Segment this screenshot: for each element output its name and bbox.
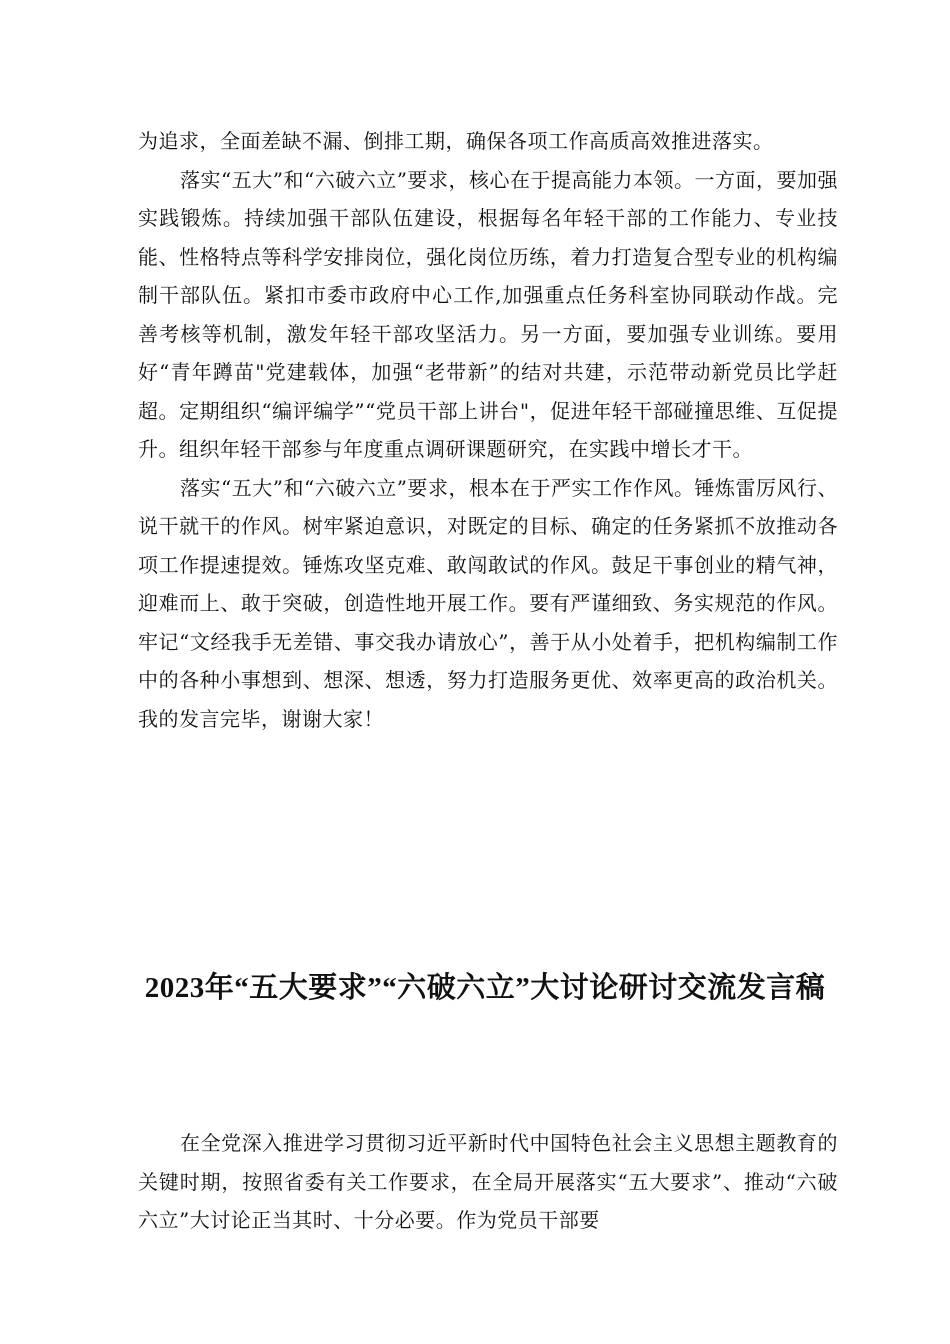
document-title: 2023年“五大要求”“六破六立”大讨论研讨交流发言稿 (144, 972, 826, 1004)
paragraph-work-style: 落实“五大”和“六破六立”要求，根本在于严实工作作风。锤炼雷厉风行、说干就干的作风。树牢紧迫意识，对既定的目标、确定的任务紧抓不放推动各项工作提速提效。锤炼攻坚克难、敢闯敢试的作风。鼓足干事创业的精气神，迎难而上、敢于突破，创造性地开展工作。要有严谨细致、务实规范的作风。牢记“文经我手无差错、事交我办请放心”，善于从小处着手，把机构编制工作中的各种小事想到、想深、想透，努力打造服务更优、效率更高的政治机关。我的发言完毕，谢谢大家！ (138, 475, 838, 731)
paragraph-ability: 落实“五大”和“六破六立”要求，核心在于提高能力本领。一方面，要加强实践锻炼。持续加强干部队伍建设，根据每名年轻干部的工作能力、专业技能、性格特点等科学安排岗位，强化岗位历练，着力打造复合型专业的机构编制干部队伍。紧扣市委市政府中心工作,加强重点任务科室协同联动作战。完善考核等机制，激发年轻干部攻坚活力。另一方面，要加强专业训练。要用好“青年蹲苗"党建载体，加强“老带新”的结对共建，示范带动新党员比学赶超。定期组织“编评编学”“党员干部上讲台"，促进年轻干部碰撞思维、互促提升。组织年轻干部参与年度重点调研课题研究，在实践中增长才干。 (138, 167, 838, 461)
bottom-text-block (138, 1124, 838, 1240)
top-text-block (138, 122, 838, 738)
paragraph-continuation: 为追求，全面差缺不漏、倒排工期，确保各项工作高质高效推进落实。 (138, 129, 774, 153)
paragraph-intro: 在全党深入推进学习贯彻习近平新时代中国特色社会主义思想主题教育的关键时期，按照省委有关工作要求，在全局开展落实“五大要求”、推动“六破六立”大讨论正当其时、十分必要。作为党员干部要 (138, 1131, 838, 1232)
